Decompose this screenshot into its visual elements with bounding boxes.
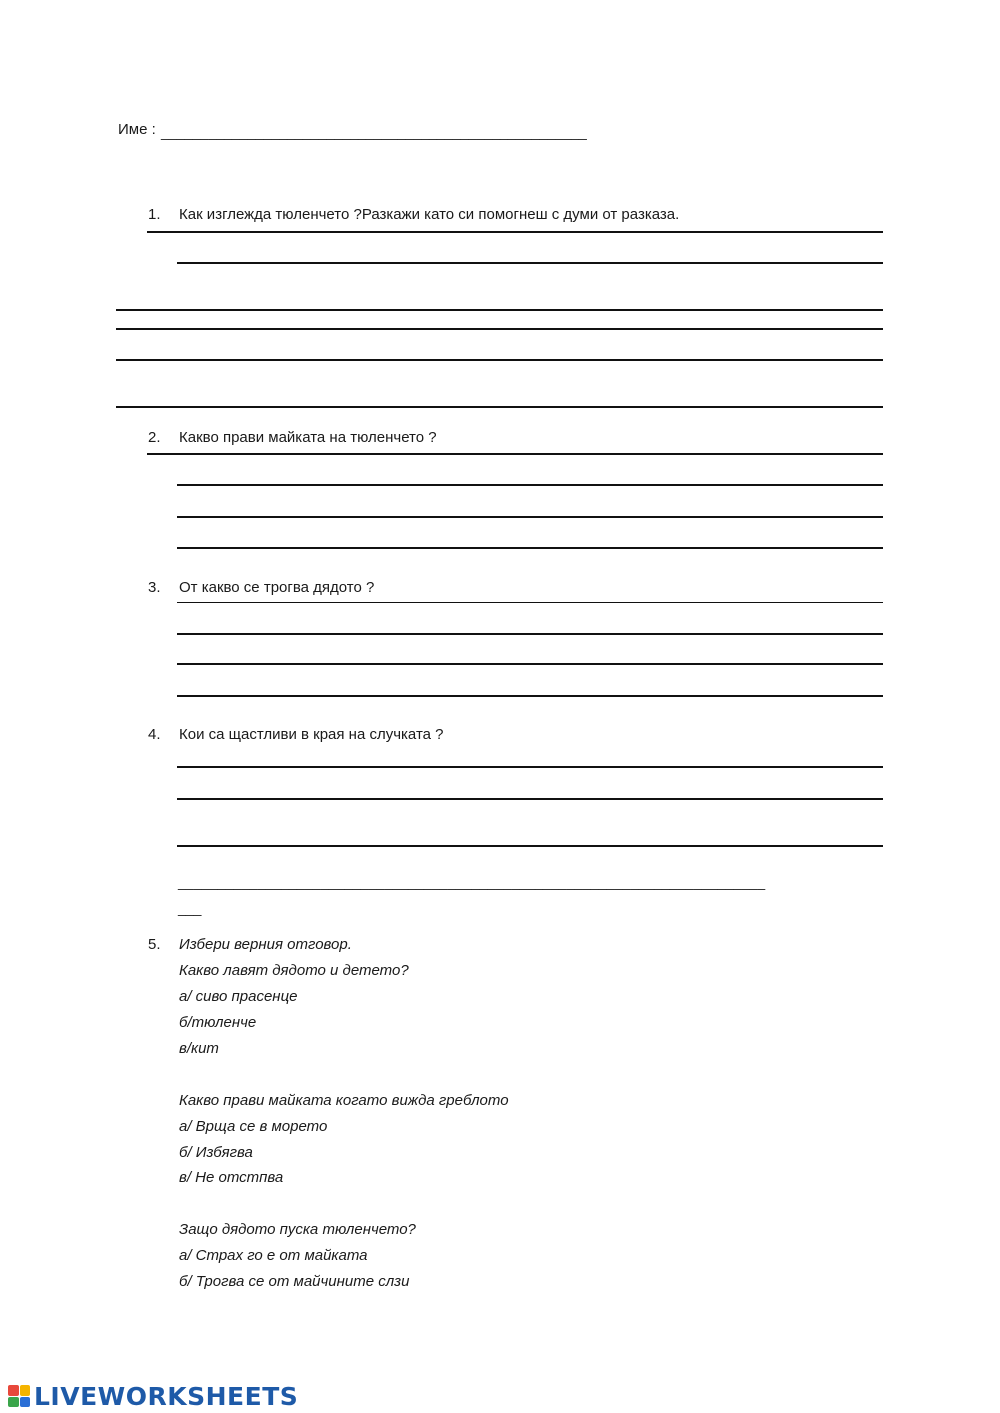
- logo-mark-icon: [8, 1385, 30, 1407]
- question-3-answer-line[interactable]: [177, 633, 883, 635]
- logo-text: LIVEWORKSHEETS: [34, 1381, 299, 1411]
- question-2-answer-line[interactable]: [147, 453, 883, 455]
- question-2-answer-line[interactable]: [177, 547, 883, 549]
- mc-option[interactable]: б/ Избягва: [179, 1144, 253, 1161]
- mc-question-1: Какво лавят дядото и детето?: [179, 962, 409, 979]
- name-label: Име :: [118, 121, 156, 138]
- question-3-answer-line[interactable]: [177, 695, 883, 697]
- mc-option[interactable]: б/ Трогва се от майчините слзи: [179, 1273, 410, 1290]
- name-field[interactable]: ______________________________________________________: [161, 124, 587, 140]
- question-1-answer-line[interactable]: [116, 359, 883, 361]
- question-1-answer-line[interactable]: [116, 406, 883, 408]
- mc-option[interactable]: а/ Врща се в морето: [179, 1118, 328, 1135]
- mc-option[interactable]: б/тюленче: [179, 1014, 257, 1031]
- mc-question-2: Какво прави майката когато вижда греблото: [179, 1092, 509, 1109]
- mc-option[interactable]: в/ Не отстпва: [179, 1169, 284, 1186]
- mc-option[interactable]: а/ сиво прасенце: [179, 988, 298, 1005]
- question-4-number: 4.: [148, 726, 161, 743]
- question-2-number: 2.: [148, 429, 161, 446]
- question-4-answer-line[interactable]: [177, 845, 883, 847]
- liveworksheets-logo[interactable]: [8, 1381, 298, 1411]
- question-2-answer-line[interactable]: [177, 484, 883, 486]
- question-1-answer-line[interactable]: [116, 328, 883, 330]
- question-5-intro: Избери верния отговор.: [179, 936, 352, 953]
- question-4-underscore-line[interactable]: __________________________________________________________________________: [178, 874, 766, 890]
- question-1-answer-line[interactable]: [147, 231, 883, 233]
- question-4-text: Кои са щастливи в края на случката ?: [179, 726, 444, 743]
- mc-question-3: Защо дядото пуска тюленчето?: [179, 1221, 416, 1238]
- question-1-number: 1.: [148, 206, 161, 223]
- question-1-answer-line[interactable]: [116, 309, 883, 311]
- question-2-text: Какво прави майката на тюленчето ?: [179, 429, 437, 446]
- question-4-underscore-tail[interactable]: ___: [178, 900, 202, 916]
- question-2-answer-line[interactable]: [177, 516, 883, 518]
- mc-option[interactable]: в/кит: [179, 1040, 219, 1057]
- question-3-answer-line[interactable]: [177, 602, 883, 603]
- question-1-answer-line[interactable]: [177, 262, 883, 264]
- question-4-answer-line[interactable]: [177, 798, 883, 800]
- question-3-answer-line[interactable]: [177, 663, 883, 665]
- mc-option[interactable]: а/ Страх го е от майката: [179, 1247, 368, 1264]
- question-1-text: Как изглежда тюленчето ?Разкажи като си помогнеш с думи от разказа.: [179, 206, 680, 223]
- question-3-text: От какво се трогва дядото ?: [179, 579, 375, 596]
- question-3-number: 3.: [148, 579, 161, 596]
- question-5-number: 5.: [148, 936, 161, 953]
- question-4-answer-line[interactable]: [177, 766, 883, 768]
